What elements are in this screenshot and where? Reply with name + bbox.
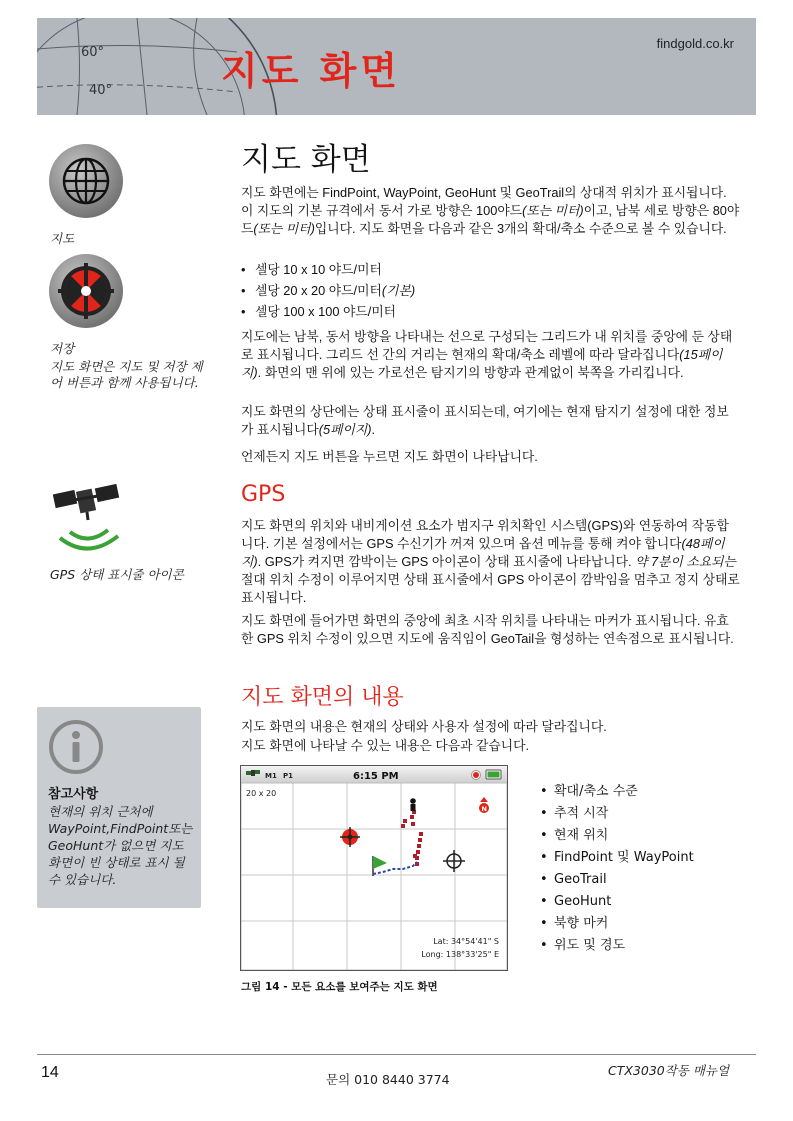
header-title: 지도 화면 — [221, 49, 402, 93]
latitude-label: Lat: 34°54'41" S — [433, 937, 499, 946]
save-target-icon — [48, 253, 124, 329]
grid-paragraph: 지도에는 남북, 동서 방향을 나타내는 선으로 구성되는 그리드가 내 위치를 중앙에 둔 상태로 표시됩니다. 그리드 선 간의 거리는 현재의 확대/축소 레벨에 따라 달라집니다(15페이지). 화면의 맨 위에 있는 가로선은 탐지기의 방향과 관계없이 북쪽을 가리킵니다. — [241, 329, 733, 380]
list-item: • GeoHunt — [540, 891, 694, 913]
main-title: 지도 화면 — [241, 142, 371, 178]
map-content-list — [540, 781, 694, 957]
note-text: 현재의 위치 근처에 WayPoint,FindPoint또는 GeoHunt가 없으면 지도 화면이 빈 상태로 표시 될 수 있습니다. — [48, 804, 193, 887]
mode-label: M1 — [265, 772, 277, 780]
info-icon — [48, 719, 104, 775]
content-paragraph-2: 지도 화면에 나타날 수 있는 내용은 다음과 같습니다. — [241, 738, 530, 753]
time-label: 6:15 PM — [353, 771, 399, 782]
list-item: • 확대/축소 수준 — [540, 781, 694, 803]
list-item: • 추적 시작 — [540, 803, 694, 825]
map-button-paragraph: 언제든지 지도 버튼을 누르면 지도 화면이 나타납니다. — [241, 449, 538, 464]
findpoint-icon — [340, 827, 360, 847]
svg-text:N: N — [481, 805, 487, 813]
header-site: findgold.co.kr — [656, 36, 734, 51]
header-banner — [37, 18, 756, 115]
zoom-level-label: 20 x 20 — [246, 789, 277, 798]
globe-label-40: 40° — [89, 83, 113, 98]
globe-label-60: 60° — [81, 45, 105, 60]
status-bar-paragraph: 지도 화면의 상단에는 상태 표시줄이 표시되는데, 여기에는 현재 탐지기 설정에 대한 정보가 표시됩니다(5페이지). — [241, 404, 729, 437]
geohunt-icon — [443, 850, 465, 872]
content-section-title: 지도 화면의 내용 — [241, 685, 404, 710]
list-item: • 위도 및 경도 — [540, 935, 694, 957]
map-screen-figure — [240, 765, 508, 971]
contact-text: 문의 010 8440 3774 — [326, 1072, 450, 1087]
longitude-label: Long: 138°33'25" E — [421, 950, 499, 959]
gps-satellite-icon — [50, 484, 130, 556]
current-position-icon — [410, 798, 416, 811]
profile-label: P1 — [283, 772, 294, 780]
list-item: • FindPoint 및 WayPoint — [540, 847, 694, 869]
geotrail — [401, 810, 423, 866]
save-caption: 저장 — [50, 341, 75, 356]
note-title: 참고사항 — [48, 787, 99, 802]
manual-title: CTX3030작동 매뉴얼 — [608, 1063, 730, 1078]
save-description: 지도 화면은 지도 및 저장 제어 버튼과 함께 사용됩니다. — [50, 359, 203, 390]
zoom-level-list — [241, 259, 741, 322]
gps-paragraph-2: 지도 화면에 들어가면 화면의 중앙에 최초 시작 위치를 나타내는 마커가 표시됩니다. 유효한 GPS 위치 수정이 있으면 지도에 움직임이 GeoTail을 형성하는 연속점으로 표시됩니다. — [241, 613, 734, 646]
list-item: • 셀당 20 x 20 야드/미터(기본) — [241, 280, 741, 301]
list-item: • 현재 위치 — [540, 825, 694, 847]
record-icon — [473, 772, 479, 778]
content-paragraph-1: 지도 화면의 내용은 현재의 상태와 사용자 설정에 따라 달라집니다. — [241, 719, 607, 734]
gps-paragraph-1: 지도 화면의 위치와 내비게이션 요소가 범지구 위치확인 시스템(GPS)와 연동하여 작동합니다. 기본 설정에서는 GPS 수신기가 꺼져 있으며 옵션 메뉴를 통해 켜야 합니다(48페이지). GPS가 켜지면 깜박이는 GPS 아이콘이 상태 표시줄에 나타납니다. 약 7분이 소요되는 절대 위치 수정이 이루어지면 상태 표시줄에서 GPS 아이콘이 깜박임을 멈추고 정지 상태로 표시됩니다. — [241, 518, 740, 605]
list-item: • 셀당 100 x 100 야드/미터 — [241, 301, 741, 322]
map-globe-icon — [48, 143, 124, 219]
intro-paragraph: 지도 화면에는 FindPoint, WayPoint, GeoHunt 및 GeoTrail의 상대적 위치가 표시됩니다. 이 지도의 기본 규격에서 동서 가로 방향은 100야드(또는 미터)이고, 남북 세로 방향은 80야드(또는 미터)입니다. 지도 화면을 다음과 같은 3개의 확대/축소 수준으로 볼 수 있습니다. — [241, 185, 740, 236]
list-item: • GeoTrail — [540, 869, 694, 891]
note-box — [37, 707, 201, 908]
footer-divider — [37, 1054, 756, 1055]
gps-section-title: GPS — [241, 482, 286, 507]
list-item: • 북향 마커 — [540, 913, 694, 935]
page-number: 14 — [41, 1064, 59, 1081]
map-screen — [241, 766, 507, 970]
list-item: • 셀당 10 x 10 야드/미터 — [241, 259, 741, 280]
map-caption: 지도 — [50, 231, 75, 246]
gps-caption: GPS 상태 표시줄 아이콘 — [50, 567, 184, 582]
figure-caption: 그림 14 - 모든 요소를 보여주는 지도 화면 — [241, 981, 438, 993]
